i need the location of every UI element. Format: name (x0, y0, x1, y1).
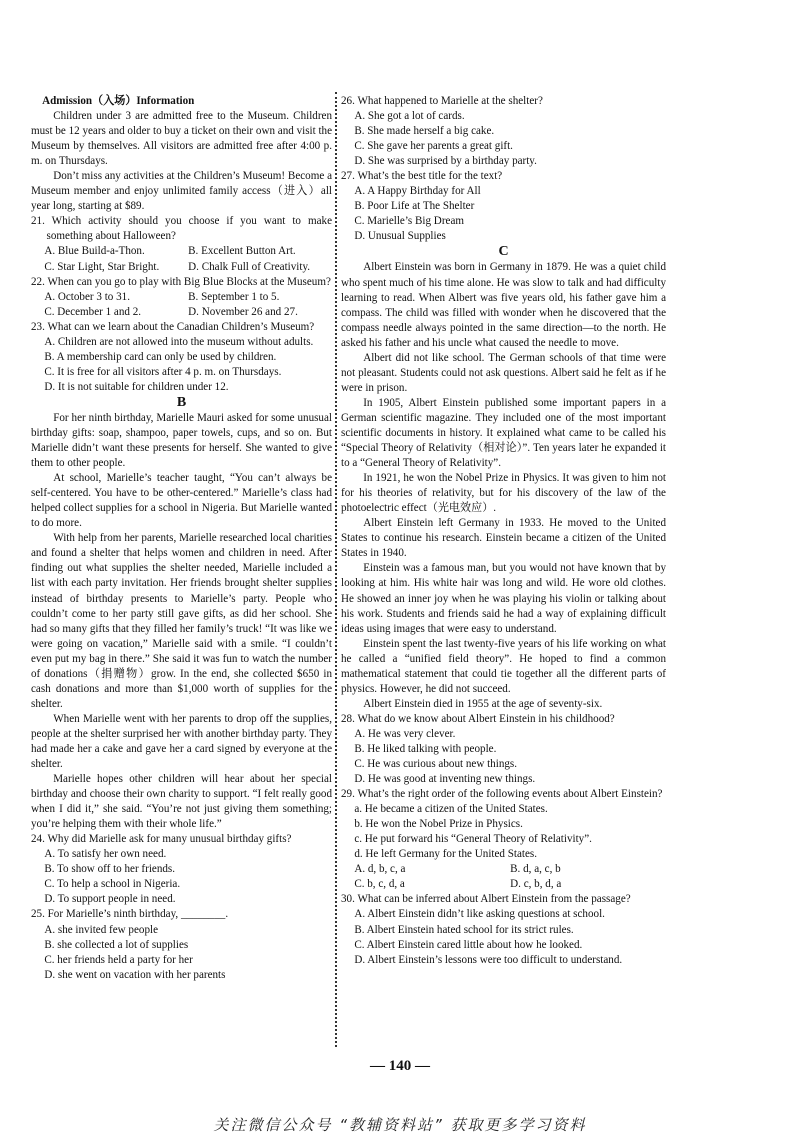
question-stem: 24. Why did Marielle ask for many unusual birthday gifts? (31, 833, 292, 846)
paragraph: At school, Marielle’s teacher taught, “You can’t always be self-centered. You have to be other-centered.” Marielle’s class had helped collect supplies for a school in Nigeria. But Marielle wanted to do more. (31, 472, 332, 530)
option-c: C. Albert Einstein cared little about how he looked. (354, 938, 583, 951)
option-c: C. It is free for all visitors after 4 p. m. on Thursdays. (44, 365, 282, 378)
question-stem: 22. When can you go to play with Big Blue Blocks at the Museum? (31, 275, 331, 288)
option-d: D. To support people in need. (44, 893, 176, 906)
option-row (341, 862, 666, 877)
paragraph: In 1921, he won the Nobel Prize in Physics. It was given to him not for his theories of relativity, but for his discovery of the law of the photoelectric effect（光电效应）. (341, 472, 666, 515)
question-stem: 26. What happened to Marielle at the shelter? (341, 95, 543, 107)
column-divider (335, 92, 337, 1047)
paragraph: With help from her parents, Marielle researched local charities and found a shelter that helps women and children in need. After finding out what supplies the shelter needed, Marielle included a list with each party invitation. Her friends brought shelter supplies instead of birthday presents to Marielle’s party. People who couldn’t come to her party still gave gifts, as did her school. She had so many gifts that they filled her family’s truck! “It was like we were going on vacation,” Marielle said with a smile. “I couldn’t even put my bag in there.” She said it was fun to watch the number of donations（捐赠物）grow. In the end, she collected $650 in cash donations and more than $1,000 worth of supplies for the shelter. (31, 532, 332, 710)
paragraph: For her ninth birthday, Marielle Mauri asked for some unusual birthday gifts: soap, shampoo, paper towels, cups, and so on. But Marielle didn’t want these presents for herself. She wanted to give them to other people. (31, 411, 332, 470)
event-c: c. He put forward his “General Theory of Relativity”. (354, 833, 592, 846)
question-stem: 23. What can we learn about the Canadian Children’s Museum? (31, 320, 315, 333)
paragraph: Albert did not like school. The German schools of that time were not pleasant. Students could not ask questions. Albert said he felt as if he were in prison. (341, 351, 666, 394)
option-a: A. She got a lot of cards. (354, 110, 465, 123)
option-row (341, 877, 666, 892)
option-b: B. d, a, c, b (510, 863, 561, 876)
option-c: C. December 1 and 2. (44, 305, 142, 318)
option-b: B. A membership card can only be used by children. (44, 350, 277, 363)
event-d: d. He left Germany for the United States. (354, 848, 537, 861)
option-b: B. She made herself a big cake. (354, 125, 495, 138)
section-heading: Admission（入场）Information (42, 95, 195, 107)
option-d: D. Unusual Supplies (354, 230, 446, 243)
paragraph: Children under 3 are admitted free to the Museum. Children must be 12 years and older to buy a ticket on their own and visit the Museum by themselves. All visitors are admitted free after 4:00 p. m. on Thursdays. (31, 110, 333, 168)
question-30 (341, 892, 666, 967)
event-a: a. He became a citizen of the United States. (354, 803, 548, 816)
option-d: D. November 26 and 27. (188, 305, 298, 318)
section-b-title: B (176, 394, 187, 410)
option-a: A. He was very clever. (354, 727, 456, 740)
left-column (31, 94, 332, 983)
option-c: C. Marielle’s Big Dream (354, 215, 464, 228)
paragraph: Marielle hopes other children will hear about her special birthday and choose their own charity to support. “I felt really good when I did it,” she said. “You’re not just giving them something; you’re helping them with their whole life.” (31, 773, 332, 831)
question-21 (31, 214, 332, 274)
question-stem: 28. What do we know about Albert Einstein in his childhood? (341, 712, 615, 725)
option-d: D. He was good at inventing new things. (354, 773, 536, 786)
question-stem: 30. What can be inferred about Albert Einstein from the passage? (341, 893, 631, 906)
option-a: A. To satisfy her own need. (44, 848, 167, 861)
option-row (31, 290, 332, 305)
paragraph: Einstein was a famous man, but you would not have known that by looking at him. His white hair was long and wild. He wore old clothes. He showed an inner joy when he was playing his violin or talking about his work. Students and friends said he had a way of explaining difficult ideas using images that were easy to understand. (341, 562, 666, 635)
question-24 (31, 832, 332, 907)
option-c: C. He was curious about new things. (354, 758, 517, 771)
question-22 (31, 275, 332, 320)
option-b: B. September 1 to 5. (188, 290, 280, 303)
option-a: A. A Happy Birthday for All (354, 185, 481, 198)
event-b: b. He won the Nobel Prize in Physics. (354, 818, 523, 831)
option-c: C. To help a school in Nigeria. (44, 878, 181, 891)
option-a: A. she invited few people (44, 923, 158, 936)
option-d: D. Albert Einstein’s lessons were too difficult to understand. (354, 953, 623, 966)
page-number: — 140 — (370, 1058, 430, 1074)
option-d: D. It is not suitable for children under 12. (44, 380, 229, 393)
paragraph: Albert Einstein was born in Germany in 1879. He was a quiet child who spent much of his time alone. He was slow to talk and had difficulty learning to read. When Albert was five years old, his father gave him a compass. The child was filled with wonder when he discovered that the compass needle always pointed in the same direction—to the north. He asked his father and his uncle what caused the needle to move. (341, 261, 666, 349)
right-column (341, 94, 666, 968)
question-23 (31, 320, 332, 395)
option-d: D. she went on vacation with her parents (44, 968, 226, 981)
option-d: D. She was surprised by a birthday party. (354, 155, 537, 168)
footer-note: 关注微信公众号 “教辅资料站” 获取更多学习资料 (213, 1116, 587, 1134)
option-c: C. Star Light, Star Bright. (44, 260, 160, 273)
option-a: A. Children are not allowed into the museum without adults. (44, 335, 314, 348)
option-c: C. She gave her parents a great gift. (354, 140, 513, 153)
option-row (31, 305, 332, 320)
option-b: B. Albert Einstein hated school for its strict rules. (354, 923, 574, 936)
option-b: B. Excellent Button Art. (188, 245, 296, 258)
option-d: D. Chalk Full of Creativity. (188, 260, 311, 273)
section-c-title: C (498, 244, 509, 260)
option-b: B. He liked talking with people. (354, 742, 497, 755)
option-d: D. c, b, d, a (510, 878, 562, 891)
question-25 (31, 907, 332, 982)
question-stem: 21. Which activity should you choose if you want to make something about Halloween? (31, 215, 332, 243)
option-b: B. Poor Life at The Shelter (354, 200, 475, 213)
option-row (31, 260, 332, 275)
option-a: A. October 3 to 31. (44, 290, 130, 303)
question-stem: 29. What’s the right order of the following events about Albert Einstein? (341, 788, 663, 801)
option-c: C. her friends held a party for her (44, 953, 193, 966)
paragraph: Einstein spent the last twenty-five years of his life working on what he called a “unified field theory”. He hoped to find a common mathematical statement that could tie together all the different parts of physics. However, he did not succeed. (341, 637, 666, 695)
question-27 (341, 169, 666, 244)
question-26 (341, 94, 666, 169)
option-a: A. d, b, c, a (354, 863, 406, 876)
paragraph: Albert Einstein left Germany in 1933. He moved to the United States to continue his research. Einstein became a citizen of the United States in 1940. (341, 517, 666, 560)
paragraph: When Marielle went with her parents to drop off the supplies, people at the shelter surprised her with another birthday party. They had made her a cake and gave her a card signed by everyone at the shelter. (31, 712, 332, 771)
question-stem: 27. What’s the best title for the text? (341, 170, 503, 183)
option-c: C. b, c, d, a (354, 878, 405, 891)
option-a: A. Albert Einstein didn’t like asking questions at school. (354, 908, 605, 921)
option-b: B. she collected a lot of supplies (44, 938, 189, 951)
option-a: A. Blue Build-a-Thon. (44, 245, 145, 258)
option-b: B. To show off to her friends. (44, 863, 176, 876)
paragraph: Don’t miss any activities at the Children’s Museum! Become a Museum member and enjoy unlimited family access（进入）all year long, starting at $89. (31, 170, 332, 213)
paragraph: In 1905, Albert Einstein published some important papers in a German scientific magazine. They included one of the most important scientific documents in history. It explained what came to be called his “Special Theory of Relativity（相对论）”. Ten years later he expanded it to a “General Theory of Relativity”. (341, 396, 666, 470)
option-row (31, 244, 332, 259)
question-stem: 25. For Marielle’s ninth birthday, ________. (31, 908, 229, 921)
question-29 (341, 787, 666, 892)
question-28 (341, 712, 666, 787)
paragraph: Albert Einstein died in 1955 at the age of seventy-six. (363, 697, 603, 710)
